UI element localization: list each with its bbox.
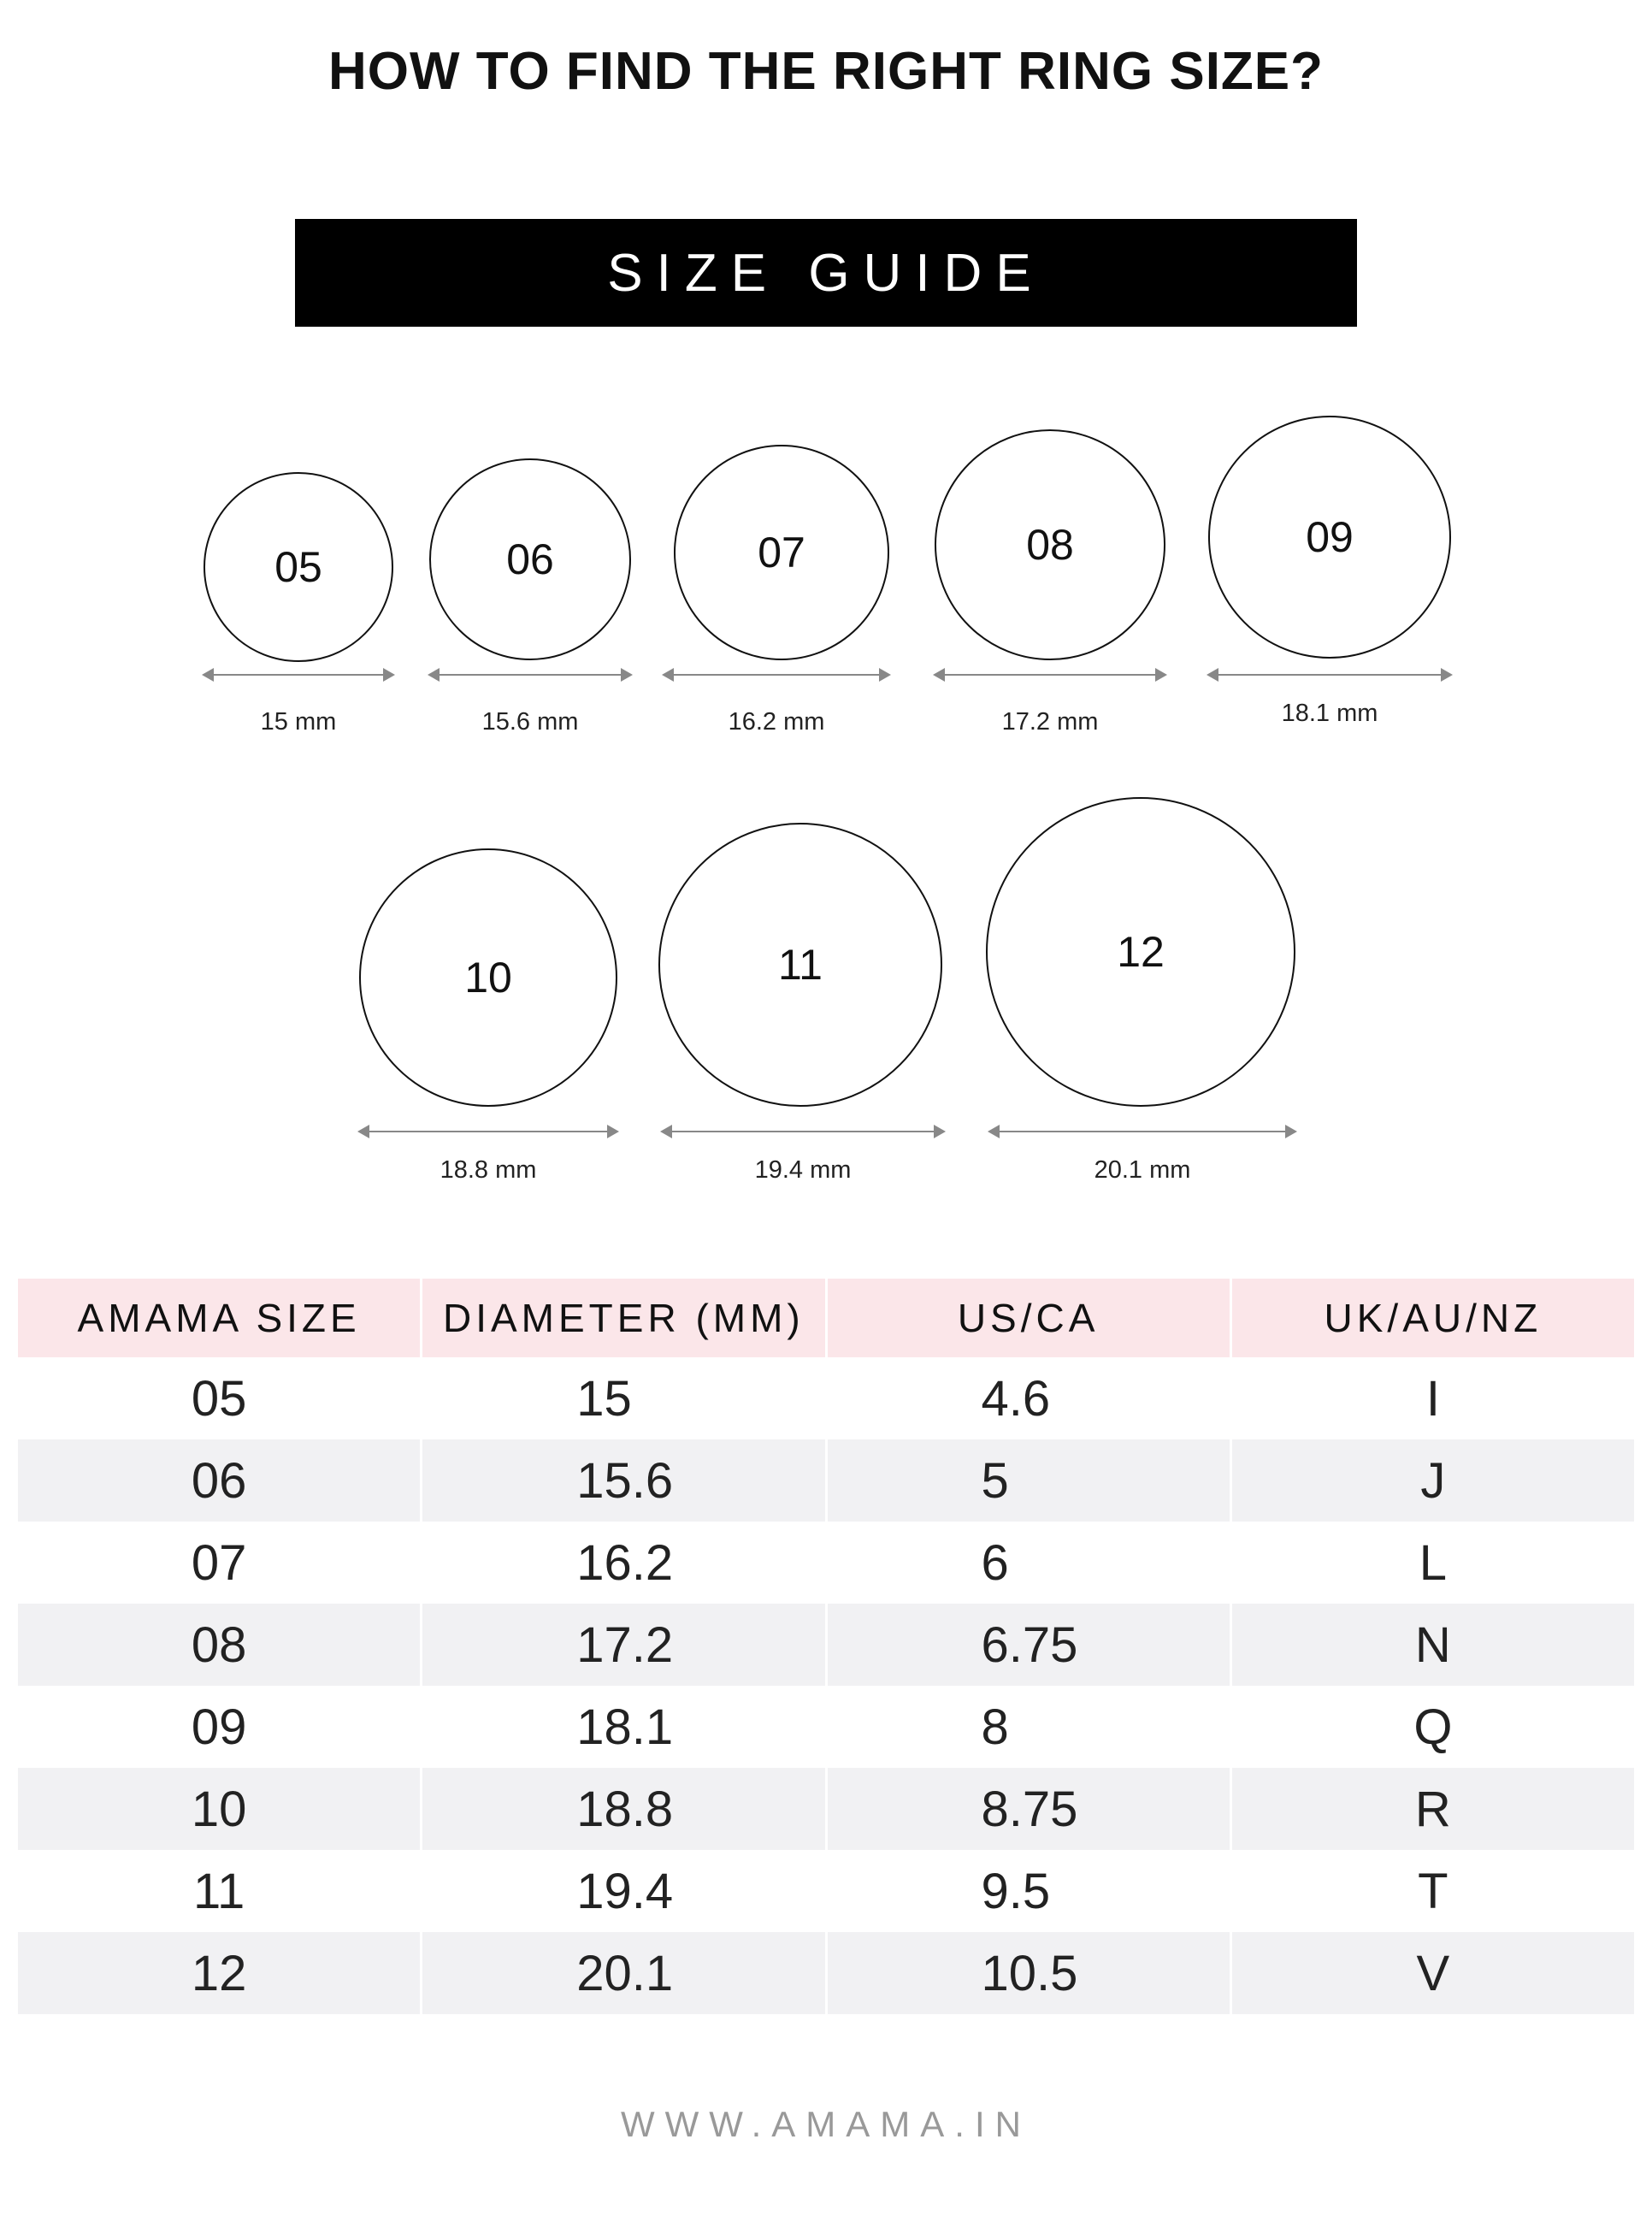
diameter-cell: 19.4 [576, 1863, 674, 1919]
diameter-label: 20.1 mm [1094, 1156, 1191, 1184]
column-header: DIAMETER (MM) [422, 1279, 824, 1357]
ring-05 [204, 472, 393, 662]
table-row [18, 1439, 1634, 1522]
ring-size-label: 06 [506, 535, 554, 583]
us-ca-cell: 5 [828, 1439, 1230, 1522]
uk-au-nz-cell: I [1425, 1370, 1440, 1427]
uk-au-nz-cell: L [1419, 1534, 1447, 1591]
diameter-label: 17.2 mm [1001, 708, 1099, 736]
table-row [18, 1357, 1634, 1439]
size-conversion-table [15, 1279, 1637, 2014]
ring-09 [1208, 416, 1451, 659]
column-header: US/CA [828, 1279, 1230, 1357]
diameter-label: 15 mm [260, 708, 337, 736]
uk-au-nz-cell: V [1232, 1932, 1634, 2014]
table-header-row [18, 1279, 1634, 1357]
table-row [18, 1932, 1634, 2014]
us-ca-cell: 8.75 [828, 1768, 1230, 1850]
ring-size-label: 07 [758, 529, 805, 576]
diameter-label: 19.4 mm [754, 1156, 852, 1184]
table-row [18, 1768, 1634, 1850]
diameter-arrow [664, 674, 889, 676]
diameter-arrow [1208, 674, 1451, 676]
amama-size-cell: 11 [193, 1863, 245, 1919]
ring-size-label: 09 [1306, 513, 1354, 561]
us-ca-cell: 10.5 [828, 1932, 1230, 2014]
ring-size-label: 05 [274, 543, 322, 591]
ring-size-label: 08 [1026, 521, 1074, 569]
diameter-arrow [935, 674, 1165, 676]
ring-07 [674, 445, 889, 660]
amama-size-cell: 07 [191, 1534, 247, 1591]
us-ca-cell: 9.5 [981, 1863, 1051, 1919]
diameter-cell: 15.6 [422, 1439, 824, 1522]
ring-08 [935, 429, 1165, 660]
diameter-label: 15.6 mm [481, 708, 579, 736]
diameter-cell: 16.2 [576, 1534, 674, 1591]
ring-06 [429, 458, 631, 660]
column-header: UK/AU/NZ [1232, 1279, 1634, 1357]
table-row [18, 1850, 1634, 1932]
diameter-cell: 18.8 [422, 1768, 824, 1850]
diameter-arrow [662, 1131, 944, 1132]
uk-au-nz-cell: N [1232, 1604, 1634, 1686]
ring-size-label: 11 [778, 941, 823, 989]
ring-size-label: 12 [1117, 928, 1165, 976]
amama-size-cell: 06 [18, 1439, 420, 1522]
amama-size-cell: 05 [191, 1370, 247, 1427]
uk-au-nz-cell: R [1232, 1768, 1634, 1850]
diameter-cell: 20.1 [422, 1932, 824, 2014]
column-header: AMAMA SIZE [18, 1279, 420, 1357]
ring-12 [986, 797, 1295, 1107]
diameter-arrow [989, 1131, 1295, 1132]
page-title: HOW TO FIND THE RIGHT RING SIZE? [327, 42, 1325, 101]
uk-au-nz-cell: T [1418, 1863, 1448, 1919]
us-ca-cell: 6.75 [828, 1604, 1230, 1686]
amama-size-cell: 08 [18, 1604, 420, 1686]
website-link[interactable]: WWW.AMAMA.IN [621, 2104, 1031, 2144]
table-row [18, 1522, 1634, 1604]
diameter-label: 16.2 mm [728, 708, 825, 736]
diameter-label: 18.8 mm [440, 1156, 537, 1184]
us-ca-cell: 4.6 [981, 1370, 1051, 1427]
size-guide-banner: SIZE GUIDE [295, 219, 1357, 327]
diameter-cell: 17.2 [422, 1604, 824, 1686]
ring-size-label: 10 [464, 954, 512, 1002]
us-ca-cell: 8 [981, 1699, 1009, 1755]
diameter-cell: 15 [576, 1370, 632, 1427]
uk-au-nz-cell: J [1232, 1439, 1634, 1522]
amama-size-cell: 12 [18, 1932, 420, 2014]
diameter-cell: 18.1 [576, 1699, 674, 1755]
table-row [18, 1604, 1634, 1686]
diameter-arrow [429, 674, 631, 676]
table-row [18, 1686, 1634, 1768]
diameter-label: 18.1 mm [1281, 700, 1378, 727]
ring-11 [658, 823, 942, 1107]
diameter-arrow [359, 1131, 617, 1132]
uk-au-nz-cell: Q [1413, 1699, 1453, 1755]
amama-size-cell: 09 [191, 1699, 247, 1755]
amama-size-cell: 10 [18, 1768, 420, 1850]
us-ca-cell: 6 [981, 1534, 1009, 1591]
ring-10 [359, 848, 617, 1107]
diameter-arrow [204, 674, 393, 676]
